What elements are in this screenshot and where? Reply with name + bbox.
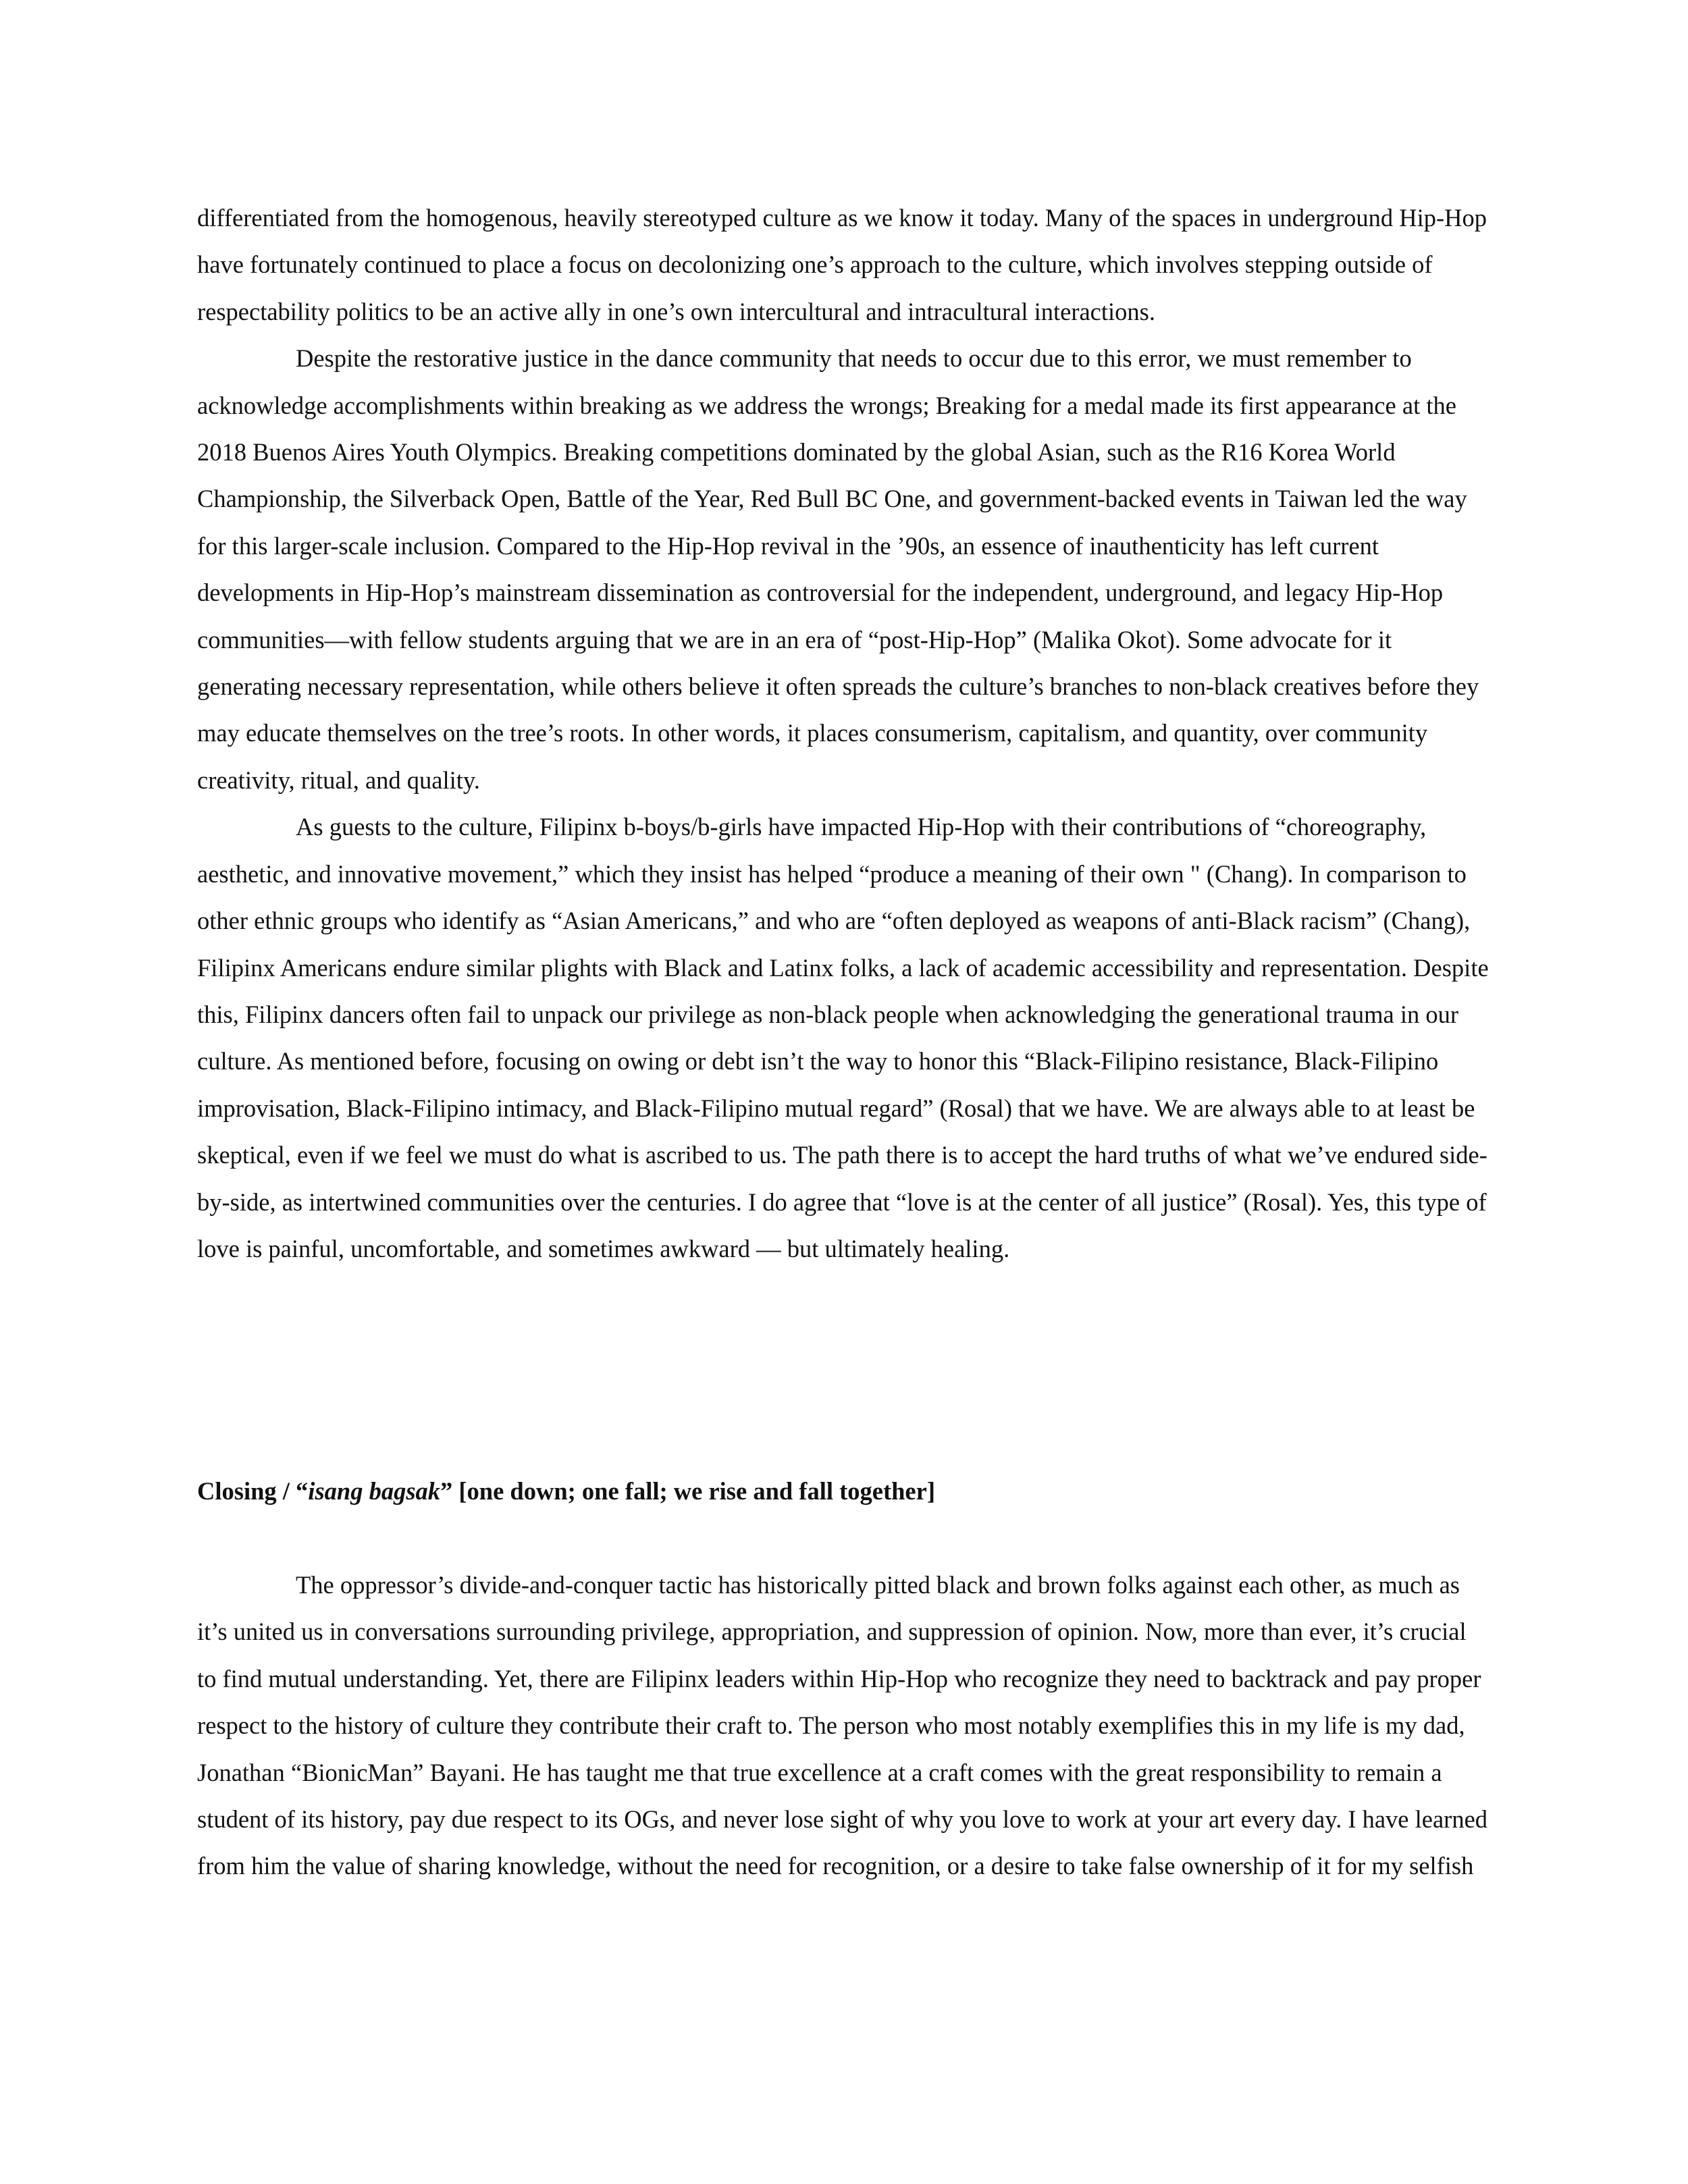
paragraph-3: As guests to the culture, Filipinx b-boys/b-girls have impacted Hip-Hop with their contributions of “choreography, aesthetic, and innovative movement,” which they insist has helped “produce a meaning of their own " (Chang). In comparison to other ethnic groups who identify as “Asian Americans,” and who are “often deployed as weapons of anti-Black racism” (Chang), Filipinx Americans endure similar plights with Black and Latinx folks, a lack of academic accessibility and representation. Despite this, Filipinx dancers often fail to unpack our privilege as non-black people when acknowledging the generational trauma in our culture. As mentioned before, focusing on owing or debt isn’t the way to honor this “Black-Filipino resistance, Black-Filipino improvisation, Black-Filipino intimacy, and Black-Filipino mutual regard” (Rosal) that we have. We are always able to at least be skeptical, even if we feel we must do what is ascribed to us. The path there is to accept the hard truths of what we’ve endured side-by-side, as intertwined communities over the centuries. I do agree that “love is at the center of all justice” (Rosal). Yes, this type of love is painful, uncomfortable, and sometimes awkward — but ultimately healing. xyxy=(197,813,1489,1262)
closing-paragraph: The oppressor’s divide-and-conquer tactic has historically pitted black and brown folks against each other, as much as it’s united us in conversations surrounding privilege, appropriation, and suppression of opinion. Now, more than ever, it’s crucial to find mutual understanding. Yet, there are Filipinx leaders within Hip-Hop who recognize they need to backtrack and pay proper respect to the history of culture they contribute their craft to. The person who most notably exemplifies this in my life is my dad, Jonathan “BionicMan” Bayani. He has taught me that true excellence at a craft comes with the great responsibility to remain a student of its history, pay due respect to its OGs, and never lose sight of why you love to work at your art every day. I have learned from him the value of sharing knowledge, without the need for recognition, or a desire to take false ownership of it for my selfish xyxy=(197,1571,1488,1880)
heading-prefix: Closing / “ xyxy=(197,1477,309,1505)
heading-suffix: ” [one down; one fall; we rise and fall together] xyxy=(440,1477,935,1505)
paragraph-2: Despite the restorative justice in the dance community that needs to occur due to this error, we must remember to acknowledge accomplishments within breaking as we address the wrongs; Breaking for a medal made its first appearance at the 2018 Buenos Aires Youth Olympics. Breaking competitions dominated by the global Asian, such as the R16 Korea World Championship, the Silverback Open, Battle of the Year, Red Bull BC One, and government-backed events in Taiwan led the way for this larger-scale inclusion. Compared to the Hip-Hop revival in the ’90s, an essence of inauthenticity has left current developments in Hip-Hop’s mainstream dissemination as controversial for the independent, underground, and legacy Hip-Hop communities—with fellow students arguing that we are in an era of “post-Hip-Hop” (Malika Okot). Some advocate for it generating necessary representation, while others believe it often spreads the culture’s branches to non-black creatives before they may educate themselves on the tree’s roots. In other words, it places consumerism, capitalism, and quantity, over community creativity, ritual, and quality. xyxy=(197,344,1479,794)
paragraph-1: differentiated from the homogenous, heavily stereotyped culture as we know it today. Many of the spaces in underground Hip-Hop have fortunately continued to place a focus on decolonizing one’s approach to the culture, which involves stepping outside of respectability politics to be an active ally in one’s own intercultural and intracultural interactions. xyxy=(197,204,1487,325)
section-heading xyxy=(197,1468,935,1514)
heading-italic: isang bagsak xyxy=(308,1477,441,1505)
body-text xyxy=(197,194,1491,1272)
closing-text xyxy=(197,1562,1491,1890)
